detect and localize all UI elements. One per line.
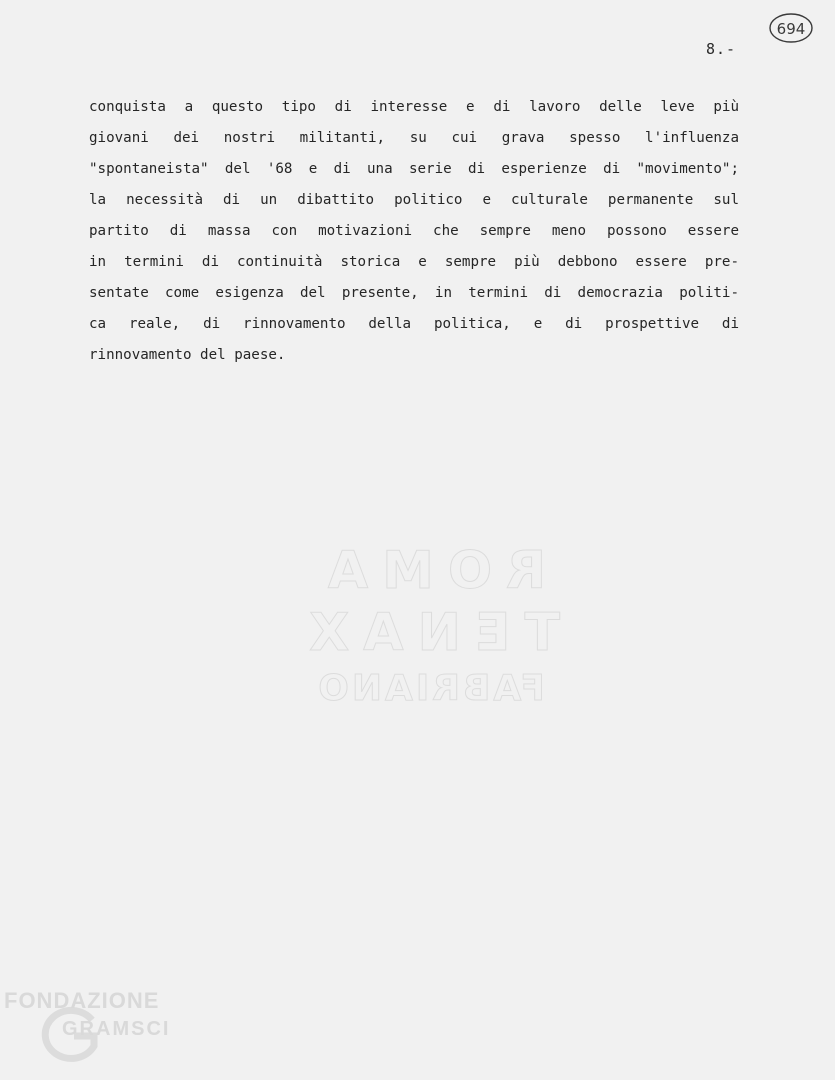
text-line: rinnovamento del paese. [89, 347, 286, 363]
text-line: sentate come esigenza del presente, in termini di democrazia politi- [89, 285, 739, 301]
paper-watermark [295, 540, 560, 714]
foundation-watermark [4, 988, 214, 1068]
archive-number: 694 [776, 20, 806, 38]
archive-number-stamp [767, 11, 815, 45]
text-line: partito di massa con motivazioni che sempre meno possono essere [89, 223, 739, 239]
text-line: la necessità di un dibattito politico e culturale permanente sul [89, 192, 739, 208]
watermark-line-3: FABRIANO [315, 668, 545, 709]
page-number: 8.- [706, 40, 737, 58]
foundation-name-line-2: GRAMSCI [62, 1018, 171, 1040]
stamp-oval-icon [767, 11, 815, 45]
text-line: "spontaneista" del '68 e di una serie di esperienze di "movimento"; [89, 161, 739, 177]
text-line: giovani dei nostri militanti, su cui grava spesso l'influenza [89, 130, 739, 146]
text-line: in termini di continuità storica e sempre più debbono essere pre- [89, 254, 739, 270]
text-line: conquista a questo tipo di interesse e di lavoro delle leve più [89, 99, 739, 115]
watermark-line-2: TENAX [295, 603, 560, 663]
watermark-line-1: ROMA [313, 541, 547, 601]
text-line: ca reale, di rinnovamento della politica, e di prospettive di [89, 316, 739, 332]
foundation-name-line-1: FONDAZIONE [4, 988, 160, 1013]
body-text [89, 92, 739, 371]
